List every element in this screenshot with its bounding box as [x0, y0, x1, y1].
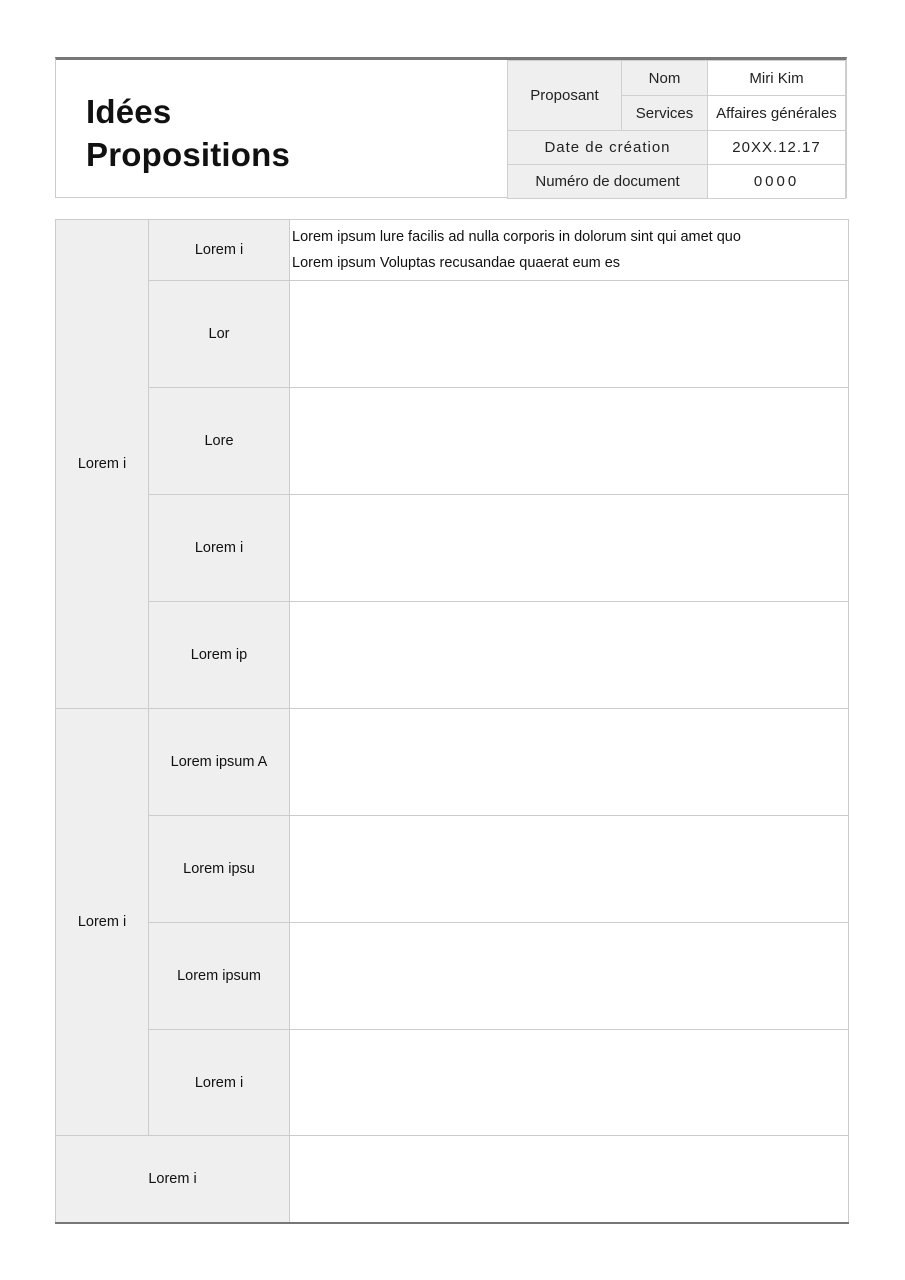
doc-number-value: 0000 [708, 165, 846, 199]
table-row [56, 709, 849, 816]
row-label: Lor [149, 281, 290, 388]
row-content-field[interactable] [290, 816, 849, 923]
nom-label: Nom [622, 61, 708, 96]
title-line-2: Propositions [86, 136, 291, 173]
services-label: Services [622, 96, 708, 131]
proposer-info-table [507, 60, 846, 199]
row-content-field[interactable] [290, 1030, 849, 1136]
services-value: Affaires générales [708, 96, 846, 131]
row-content-field[interactable] [290, 1136, 849, 1223]
table-row [56, 281, 849, 388]
table-row [56, 1030, 849, 1136]
table-row [56, 220, 849, 281]
row-content-field[interactable] [290, 220, 849, 281]
row-content-field[interactable] [290, 709, 849, 816]
row-content-field[interactable] [290, 602, 849, 709]
date-label: Date de création [508, 131, 708, 165]
table-row [56, 495, 849, 602]
table-row [56, 602, 849, 709]
proposant-label: Proposant [508, 61, 622, 131]
row-label: Lorem i [149, 1030, 290, 1136]
nom-value: Miri Kim [708, 61, 846, 96]
row-content-field[interactable] [290, 495, 849, 602]
document-header [55, 57, 847, 198]
row-content-field[interactable] [290, 388, 849, 495]
row-label: Lore [149, 388, 290, 495]
content-line: Lorem ipsum Voluptas recusandae quaerat eum es [292, 255, 621, 271]
row-content-field[interactable] [290, 281, 849, 388]
document-title [86, 90, 290, 176]
section-label-1: Lorem i [56, 220, 149, 709]
table-row [56, 923, 849, 1030]
row-label: Lorem i [149, 495, 290, 602]
row-label: Lorem ipsum [149, 923, 290, 1030]
row-label: Lorem ipsum A [149, 709, 290, 816]
footer-row-label: Lorem i [56, 1136, 290, 1223]
row-label: Lorem ipsu [149, 816, 290, 923]
date-value: 20XX.12.17 [708, 131, 846, 165]
table-row [56, 816, 849, 923]
proposal-form-table [55, 219, 849, 1224]
row-label: Lorem ip [149, 602, 290, 709]
table-row [56, 388, 849, 495]
section-label-2: Lorem i [56, 709, 149, 1136]
content-line: Lorem ipsum lure facilis ad nulla corporis in dolorum sint qui amet quo [292, 229, 741, 245]
row-label: Lorem i [149, 220, 290, 281]
title-line-1: Idées [86, 93, 172, 130]
table-row [56, 1136, 849, 1223]
row-content-field[interactable] [290, 923, 849, 1030]
doc-number-label: Numéro de document [508, 165, 708, 199]
